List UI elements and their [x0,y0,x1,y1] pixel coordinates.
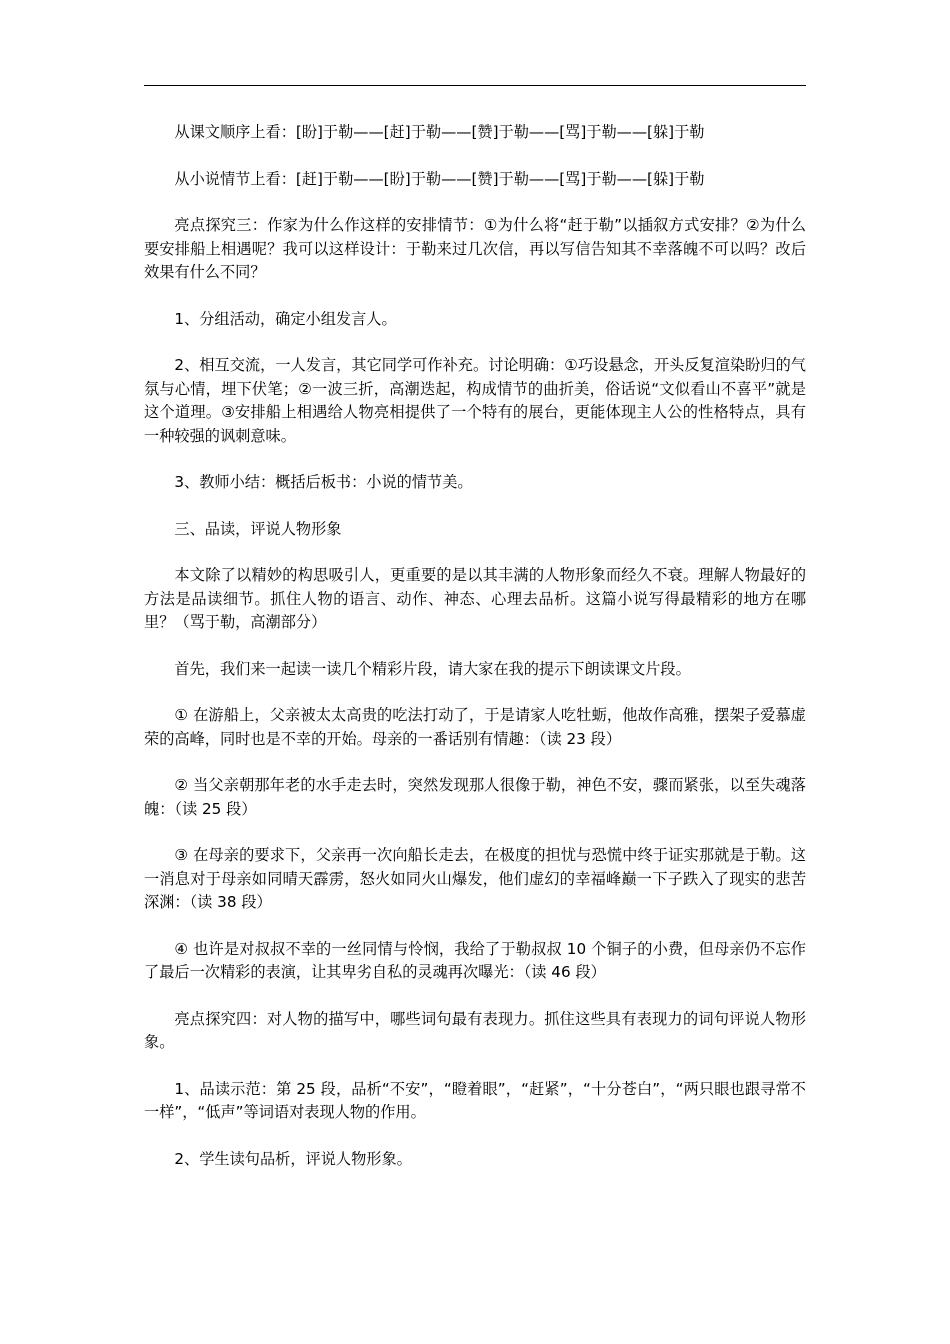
document-body [144,121,806,1194]
paragraph-student-analysis: 2、学生读句品析，评说人物形象。 [174,1149,412,1168]
section-heading-character-reading: 三、品读，评说人物形象 [174,519,342,538]
header-rule [144,85,806,86]
paragraph-excerpt-4: ④ 也许是对叔叔不幸的一丝同情与怜悯，我给了于勒叔叔 10 个铜子的小费，但母亲仍不忘作了最后一次精彩的表演，让其卑劣自私的灵魂再次曝光：（读 46 段） [144,939,806,981]
paragraph-step-1: 1、分组活动，确定小组发言人。 [174,309,397,328]
paragraph-step-2: 2、相互交流，一人发言，其它同学可作补充。讨论明确：①巧设悬念，开头反复渲染盼归的气氛与心情，埋下伏笔；②一波三折，高潮迭起，构成情节的曲折美，俗话说“文似看山不喜平”就是这个道理。③安排船上相遇给人物亮相提供了一个特有的展台，更能体现主人公的性格特点，具有一种较强的讽刺意味。 [144,356,806,445]
paragraph-step-3: 3、教师小结：概括后板书：小说的情节美。 [174,473,473,491]
paragraph-order-in-text: 从课文顺序上看：[盼]于勒——[赶]于勒——[赞]于勒——[骂]于勒——[躲]于勒 [174,123,705,141]
paragraph-highlight-four: 亮点探究四：对人物的描写中，哪些词句最有表现力。抓住这些具有表现力的词句评说人物形象。 [144,1009,806,1051]
paragraph-highlight-three: 亮点探究三：作家为什么作这样的安排情节：①为什么将“赶于勒”以插叙方式安排？②为什么要安排船上相遇呢？我可以这样设计：于勒来过几次信，再以写信告知其不幸落魄不可以吗？改后效果有什么不同？ [144,216,806,281]
paragraph-order-in-plot: 从小说情节上看：[赶]于勒——[盼]于勒——[赞]于勒——[骂]于勒——[躲]于勒 [174,169,705,188]
paragraph-excerpt-1: ① 在游船上，父亲被太太高贵的吃法打动了，于是请家人吃牡蛎，他故作高雅，摆架子爱慕虚荣的高峰，同时也是不幸的开始。母亲的一番话别有情趣：（读 23 段） [144,706,806,748]
paragraph-intro-character: 本文除了以精妙的构思吸引人，更重要的是以其丰满的人物形象而经久不衰。理解人物最好的方法是品读细节。抓住人物的语言、动作、神态、心理去品析。这篇小说写得最精彩的地方在哪里？（骂于勒，高潮部分） [144,566,806,631]
paragraph-reading-demo: 1、品读示范：第 25 段，品析“不安”，“瞪着眼”，“赶紧”，“十分苍白”，“两只眼也跟寻常不一样”，“低声”等词语对表现人物的作用。 [144,1079,806,1121]
paragraph-excerpt-3: ③ 在母亲的要求下，父亲再一次向船长走去，在极度的担忧与恐慌中终于证实那就是于勒。这一消息对于母亲如同晴天霹雳，怒火如同火山爆发，他们虚幻的幸福峰巅一下子跌入了现实的悲苦深渊：（读 38 段） [144,846,806,911]
paragraph-reading-prompt: 首先，我们来一起读一读几个精彩片段，请大家在我的提示下朗读课文片段。 [174,659,691,678]
paragraph-excerpt-2: ② 当父亲朝那年老的水手走去时，突然发现那人很像于勒，神色不安，骤而紧张，以至失魂落魄：（读 25 段） [144,776,806,818]
